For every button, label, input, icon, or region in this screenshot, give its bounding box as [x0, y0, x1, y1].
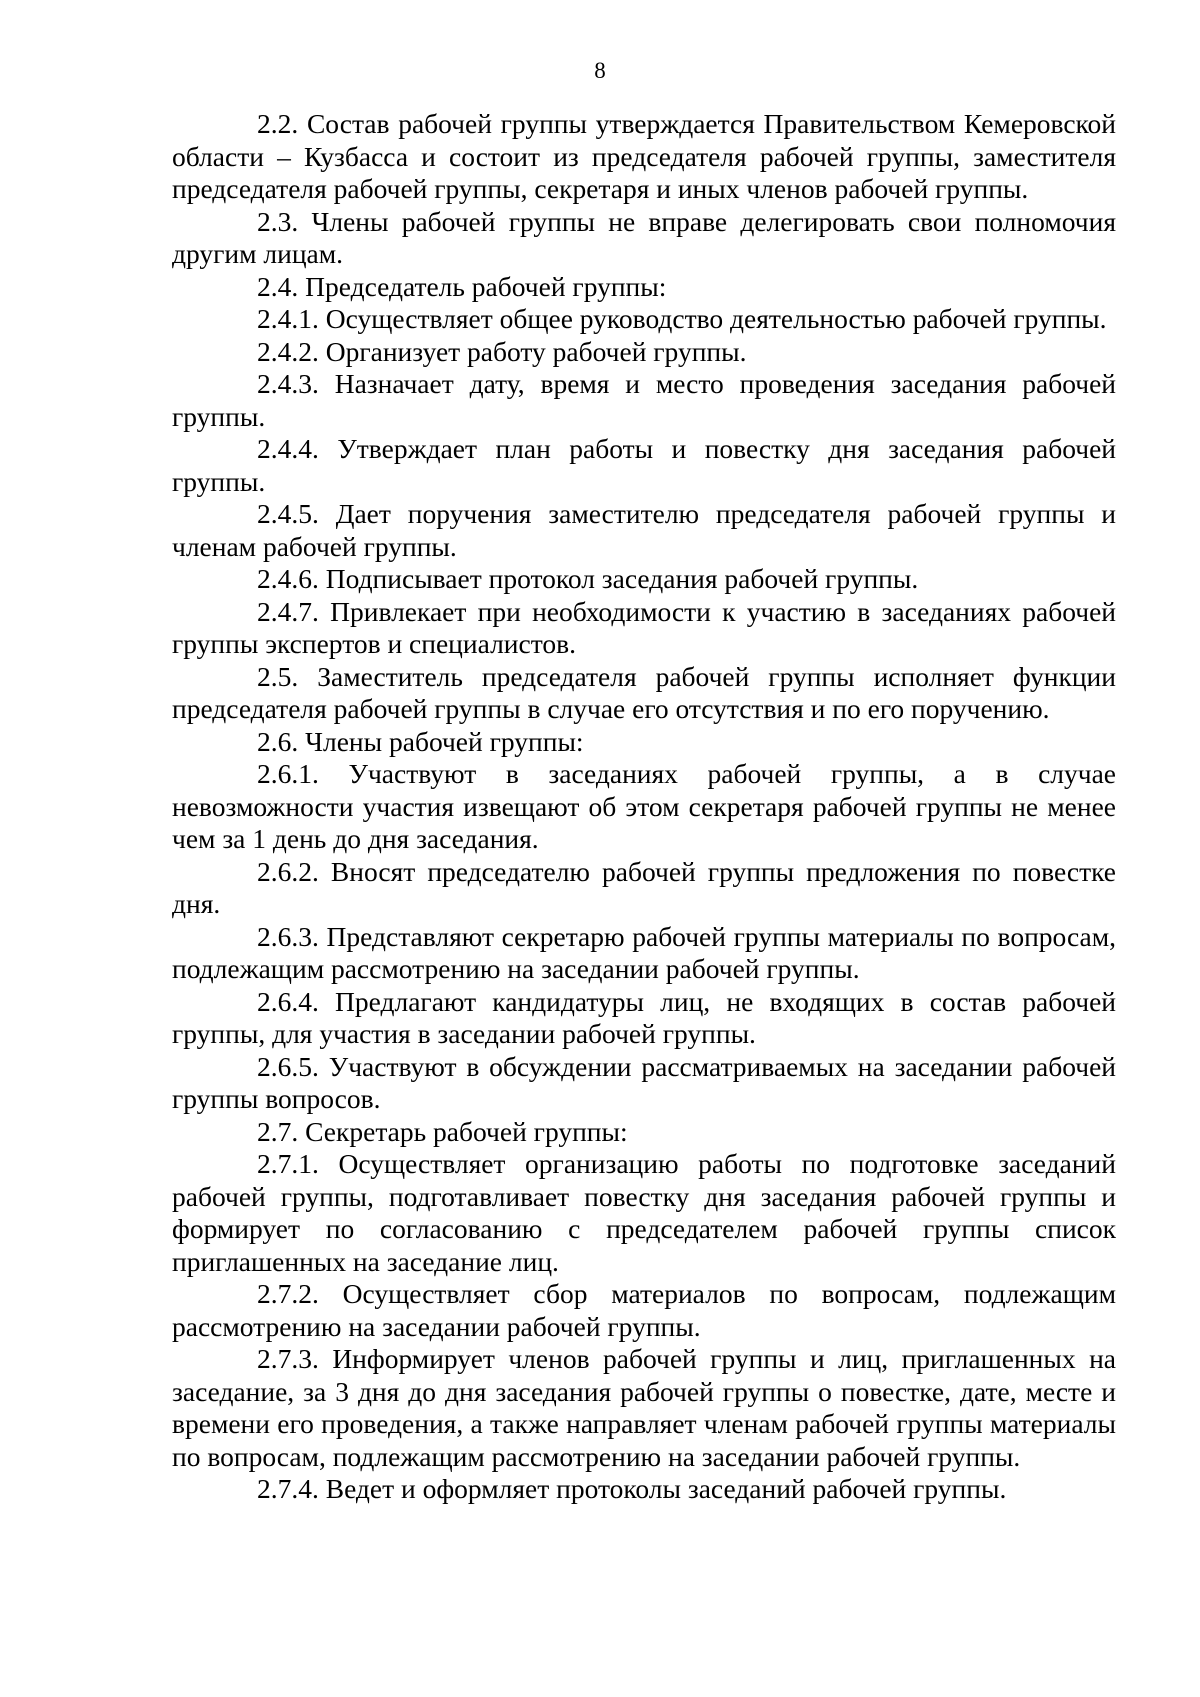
paragraph-2-6-4: 2.6.4. Предлагают кандидатуры лиц, не входящих в состав рабочей группы, для участия в заседании рабочей группы.: [172, 985, 1116, 1049]
paragraph-2-4-5: 2.4.5. Дает поручения заместителю председателя рабочей группы и членам рабочей группы.: [172, 498, 1116, 562]
paragraph-2-7-3: 2.7.3. Информирует членов рабочей группы и лиц, приглашенных на заседание, за 3 дня до дня заседания рабочей группы о повестке, дате, месте и времени его проведения, а также направляет членам рабочей группы материалы по вопросам, подлежащим рассмотрению на заседании рабочей группы.: [172, 1343, 1116, 1472]
paragraph-2-2: 2.2. Состав рабочей группы утверждается Правительством Кемеровской области – Кузбасса и состоит из председателя рабочей группы, заместителя председателя рабочей группы, секретаря и иных членов рабочей группы.: [172, 108, 1116, 204]
paragraph-2-5: 2.5. Заместитель председателя рабочей группы исполняет функции председателя рабочей группы в случае его отсутствия и по его поручению.: [172, 660, 1116, 724]
paragraph-2-6-5: 2.6.5. Участвуют в обсуждении рассматриваемых на заседании рабочей группы вопросов.: [172, 1050, 1116, 1114]
paragraph-2-6: 2.6. Члены рабочей группы:: [257, 725, 584, 757]
paragraph-2-4-1: 2.4.1. Осуществляет общее руководство деятельностью рабочей группы.: [257, 303, 1107, 334]
paragraph-2-4: 2.4. Председатель рабочей группы:: [257, 270, 667, 302]
paragraph-2-4-4: 2.4.4. Утверждает план работы и повестку дня заседания рабочей группы.: [172, 433, 1116, 497]
page-number: 8: [594, 58, 606, 83]
paragraph-2-4-2: 2.4.2. Организует работу рабочей группы.: [257, 335, 747, 367]
paragraph-2-7: 2.7. Секретарь рабочей группы:: [257, 1115, 628, 1147]
paragraph-2-3: 2.3. Члены рабочей группы не вправе делегировать свои полномочия другим лицам.: [172, 205, 1116, 269]
paragraph-2-6-2: 2.6.2. Вносят председателю рабочей группы предложения по повестке дня.: [172, 855, 1116, 919]
paragraph-2-7-1: 2.7.1. Осуществляет организацию работы по подготовке заседаний рабочей группы, подготавливает повестку дня заседания рабочей группы и формирует по согласованию с председателем рабочей группы список приглашенных на заседание лиц.: [172, 1148, 1116, 1277]
paragraph-2-4-6: 2.4.6. Подписывает протокол заседания рабочей группы.: [257, 563, 919, 594]
document-body: [172, 108, 1116, 1506]
paragraph-2-6-1: 2.6.1. Участвуют в заседаниях рабочей группы, а в случае невозможности участия извещают об этом секретаря рабочей группы не менее чем за 1 день до дня заседания.: [172, 758, 1116, 854]
paragraph-2-7-2: 2.7.2. Осуществляет сбор материалов по вопросам, подлежащим рассмотрению на заседании рабочей группы.: [172, 1278, 1116, 1342]
paragraph-2-4-7: 2.4.7. Привлекает при необходимости к участию в заседаниях рабочей группы экспертов и специалистов.: [172, 595, 1116, 659]
paragraph-2-6-3: 2.6.3. Представляют секретарю рабочей группы материалы по вопросам, подлежащим рассмотрению на заседании рабочей группы.: [172, 920, 1116, 984]
paragraph-2-4-3: 2.4.3. Назначает дату, время и место проведения заседания рабочей группы.: [172, 368, 1116, 432]
paragraph-2-7-4: 2.7.4. Ведет и оформляет протоколы заседаний рабочей группы.: [257, 1473, 1007, 1504]
